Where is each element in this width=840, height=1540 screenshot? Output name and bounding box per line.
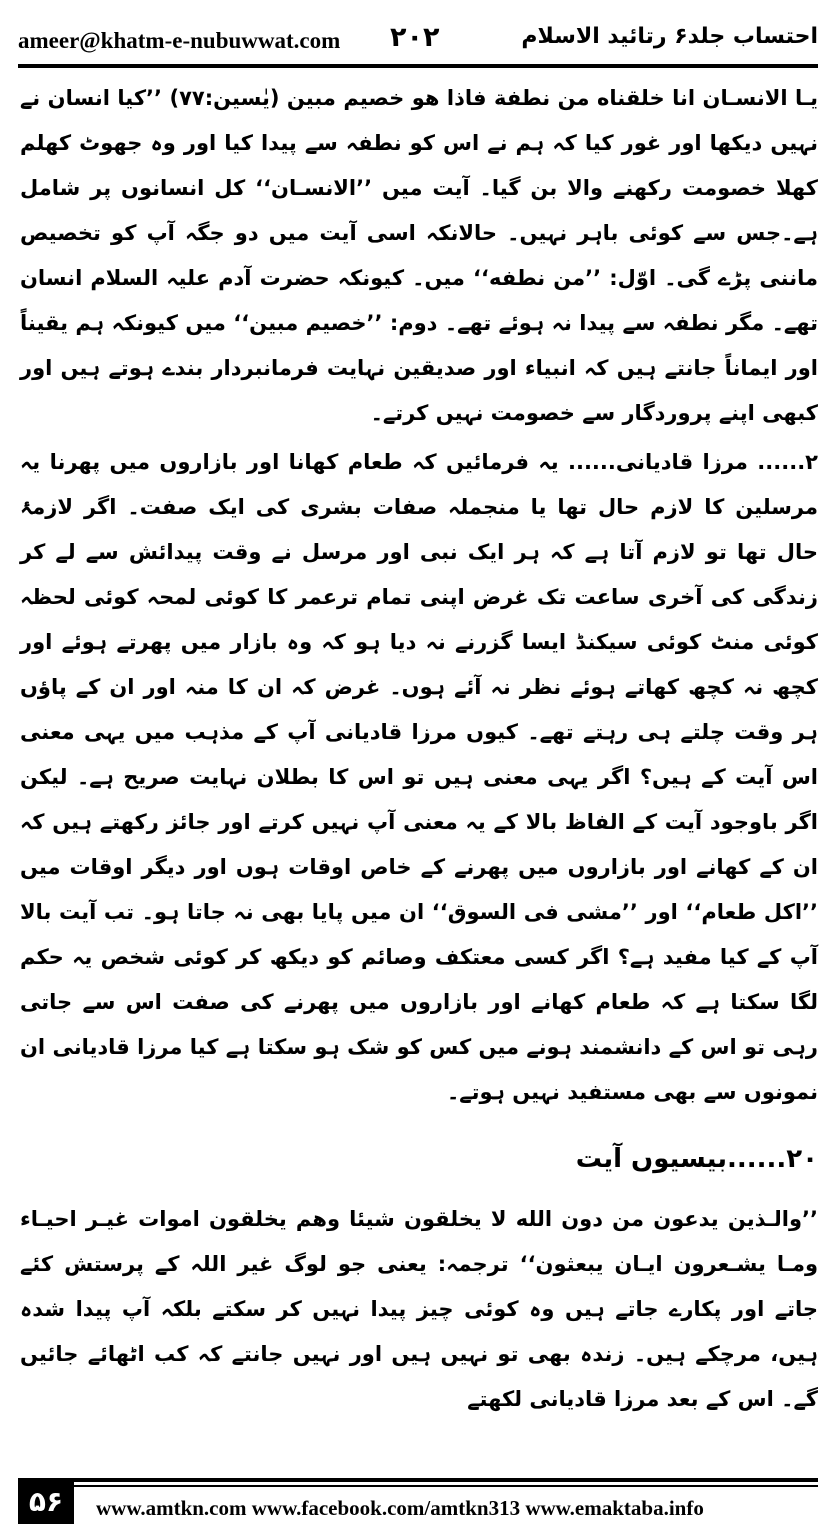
footer-rule-thin bbox=[18, 1485, 818, 1487]
paragraph-3: ’’والـذین یدعون من دون الله لا یخلقون شیئا وهم یخلقون اموات غیـر احیـاء ومـا یشـعرون ایـان یبعثون‘‘ ترجمہ: یعنی جو لوگ غیر اللہ کے پرستش کئے جاتے اور پکارے جاتے ہیں وہ کوئی چیز پیدا نہیں کر سکتے بلکہ آپ پیدا شدہ ہیں، مرچکے ہیں۔ زندہ بھی تو نہیں ہیں اور نہیں جانتے کہ کب اٹھائے جائیں گے۔ اس کے بعد مرزا قادیانی لکھتے bbox=[20, 1207, 818, 1411]
paragraph-1: یـا الانسـان انا خلقناه من نطفة فاذا هو خصیم مبین (یٰسین:۷۷) ’’کیا انسان نے نہیں دیکھا اور غور کیا کہ ہم نے اس کو نطفہ سے پیدا کیا اور وہ جھوٹ کھلم کھلا خصومت رکھنے والا بن گیا۔ آیت میں ’’الانسـان‘‘ کل انسانوں پر شامل ہے۔جس سے کوئی باہر نہیں۔ حالانکہ اسی آیت میں دو جگہ آپ کو تخصیص ماننی پڑے گی۔ اوّل: ’’من نطفه‘‘ میں۔ کیونکہ حضرت آدم علیہ السلام انسان تھے۔ مگر نطفہ سے پیدا نہ ہوئے تھے۔ دوم: ’’خصیم مبین‘‘ میں کیونکہ ہم یقیناً اور ایماناً جانتے ہیں کہ انبیاء اور صدیقین نہایت فرمانبردار بندے ہوتے ہیں اور کبھی اپنے پروردگار سے خصومت نہیں کرتے۔ bbox=[20, 86, 819, 425]
page-footer bbox=[18, 1478, 818, 1528]
page-body bbox=[20, 76, 818, 1422]
page-header bbox=[18, 14, 818, 64]
footer-rule-thick bbox=[18, 1478, 818, 1482]
section-heading: ۲۰......بیسیوں آیت bbox=[575, 1144, 818, 1174]
paragraph-2: ۲...... مرزا قادیانی...... یہ فرمائیں کہ طعام کھانا اور بازاروں میں پھرنا یہ مرسلین کا لازم حال تھا یا منجملہ صفات بشری کی ایک صفت۔ اگر لازمۂ حال تھا تو لازم آتا ہے کہ ہر ایک نبی اور مرسل نے وقت پیدائش سے لے کر زندگی کی آخری ساعت تک غرض اپنی تمام ترعمر کا کوئی لمحہ کوئی لحظہ کوئی منٹ کوئی سیکنڈ ایسا گزرنے نہ دیا ہو کہ وہ بازار میں پھرتے ہوئے اور کچھ نہ کچھ کھاتے ہوئے نظر نہ آئے ہوں۔ غرض کہ ان کا منہ اور ان کے پاؤں ہر وقت چلتے ہی رہتے تھے۔ کیوں مرزا قادیانی آپ کے مذہب میں یہی معنی اس آیت کے ہیں؟ اگر یہی معنی ہیں تو اس کا بطلان نہایت صریح ہے۔ لیکن اگر باوجود آیت کے الفاظ بالا کے یہ معنی آپ نہیں کرتے اور جائز رکھتے ہیں کہ ان کے کھانے اور بازاروں میں پھرنے کے خاص اوقات ہوں اور دیگر اوقات میں ’’اکل طعام‘‘ اور ’’مشی فی السوق‘‘ ان میں پایا بھی نہ جاتا ہو۔ تب آیت بالا آپ کے کیا مفید ہے؟ اگر کسی معتکف وصائم کو دیکھ کر کوئی شخص یہ حکم لگا سکتا ہے کہ طعام کھانے اور بازاروں میں پھرنے کی صفت اس سے جاتی رہی تو اس کے دانشمند ہونے میں کس کو شک ہو سکتا ہے کیا مرزا قادیانی ان نمونوں سے بھی مستفید نہیں ہوتے۔ bbox=[20, 450, 818, 1104]
series-title: احتساب جلد۶ رتائید الاسلام bbox=[521, 24, 818, 49]
email-address: ameer@khatm-e-nubuwwat.com bbox=[18, 28, 341, 53]
footer-links: www.amtkn.com www.facebook.com/amtkn313 www.emaktaba.info bbox=[96, 1496, 704, 1520]
footer-page-number: ۵۶ bbox=[18, 1478, 74, 1524]
page-number: ۲۰۲ bbox=[390, 22, 440, 53]
header-rule bbox=[18, 64, 818, 68]
